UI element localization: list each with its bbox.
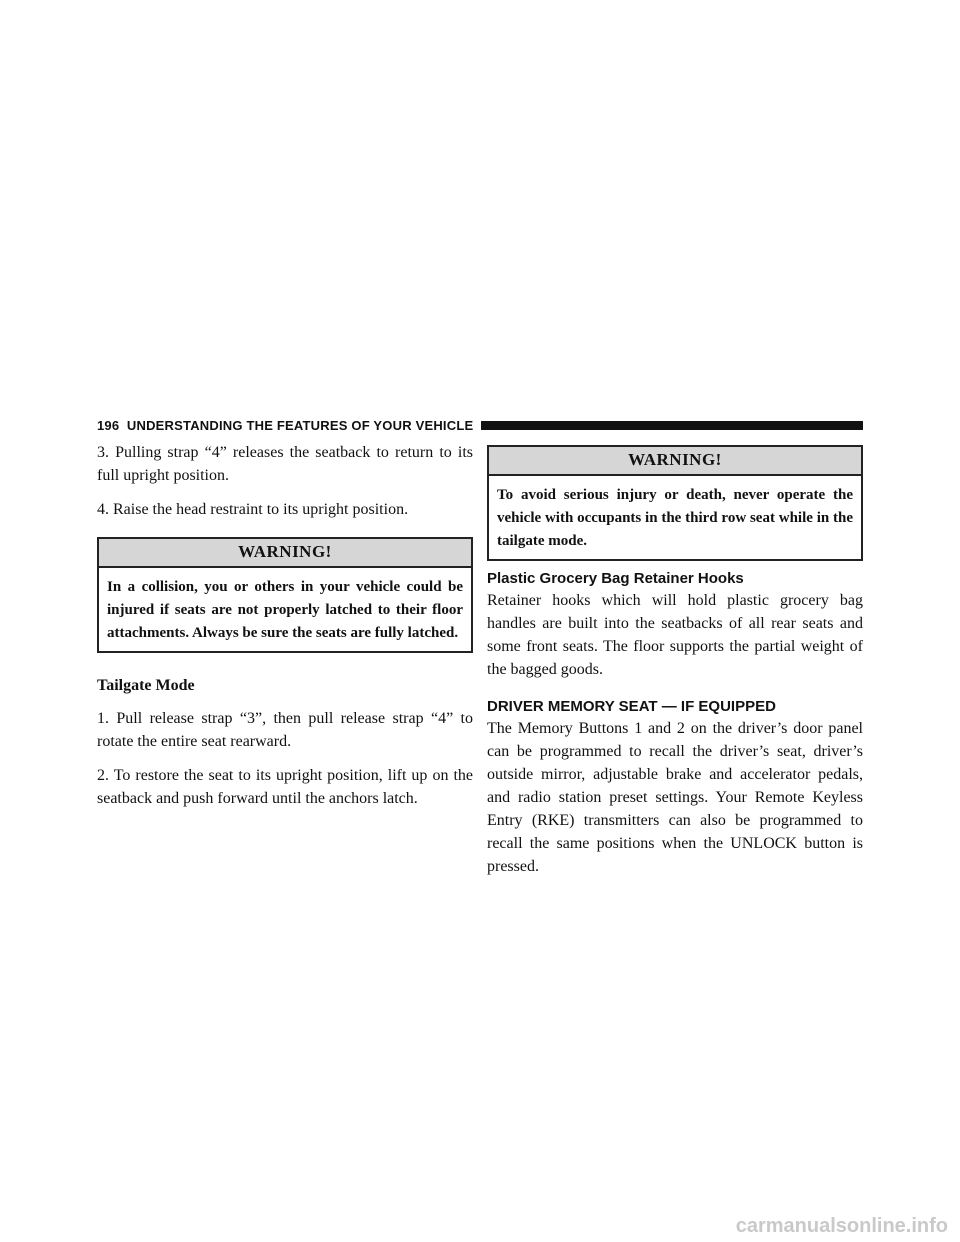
- grocery-hooks-paragraph: Retainer hooks which will hold plastic grocery bag handles are built into the seatbacks of all rear seats and some front seats. The floor supports the partial weight of the bagged goods.: [487, 592, 863, 678]
- warning-text: To avoid serious injury or death, never operate the vehicle with occupants in the third row seat while in the tailgate mode.: [497, 487, 853, 549]
- section-title: UNDERSTANDING THE FEATURES OF YOUR VEHICLE: [126, 417, 474, 433]
- left-column: [97, 441, 473, 821]
- memory-seat-paragraph: The Memory Buttons 1 and 2 on the driver’s door panel can be programmed to recall the driver’s seat, driver’s outside mirror, adjustable brake and accelerator pedals, and radio station preset settings. Your Remote Keyless Entry (RKE) transmitters can also be programmed to recall the same positions when the UNLOCK button is pressed.: [487, 720, 863, 875]
- watermark: carmanualsonline.info: [735, 1215, 948, 1237]
- page-header: [97, 416, 863, 434]
- tailgate-step-1: 1. Pull release strap “3”, then pull release strap “4” to rotate the entire seat rearward.: [97, 710, 473, 750]
- step-4-paragraph: 4. Raise the head restraint to its upright position.: [97, 501, 409, 518]
- tailgate-step-2: 2. To restore the seat to its upright position, lift up on the seatback and push forward until the anchors latch.: [97, 767, 473, 807]
- page-header-text: [97, 418, 481, 433]
- warning-title: WARNING!: [99, 539, 471, 568]
- warning-title: WARNING!: [489, 447, 861, 476]
- step-3-paragraph: 3. Pulling strap “4” releases the seatback to return to its full upright position.: [97, 444, 473, 484]
- header-rule: [481, 421, 863, 430]
- warning-box-latched: [97, 537, 473, 653]
- tailgate-mode-heading: Tailgate Mode: [97, 677, 195, 694]
- page-number: 196: [97, 417, 120, 433]
- memory-seat-heading: DRIVER MEMORY SEAT — IF EQUIPPED: [487, 698, 776, 715]
- grocery-hooks-heading: Plastic Grocery Bag Retainer Hooks: [487, 570, 744, 587]
- right-column: [487, 441, 863, 889]
- warning-box-tailgate: [487, 445, 863, 561]
- warning-text: In a collision, you or others in your vehicle could be injured if seats are not properly latched to their floor attachments. Always be sure the seats are fully latched.: [107, 579, 463, 641]
